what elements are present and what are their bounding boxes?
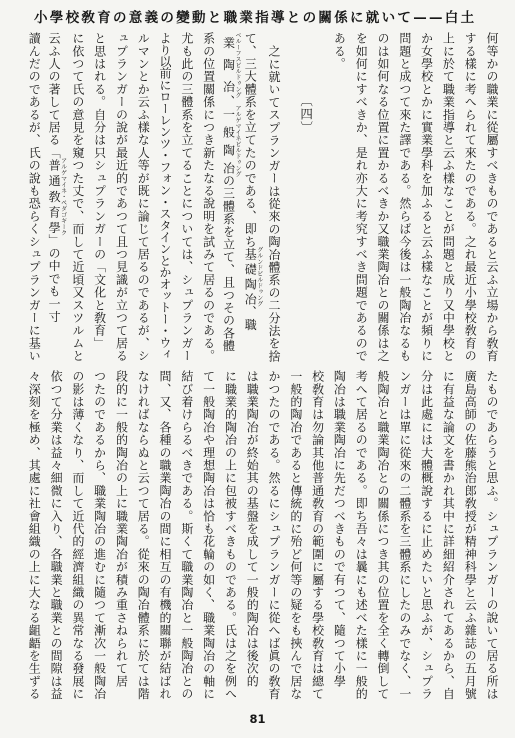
text-column: と思はれる。自分は只シュプランガーの「文化と敎育」 (92, 32, 107, 350)
text-column: 考へて居るのである。即ち吾々は曩にも述べた樣に一般的 (354, 370, 369, 701)
text-column: を如何にすべきか、是れ亦大に考究すべき問題であるので (354, 32, 369, 363)
ruby-base: 一般陶冶 (221, 105, 236, 178)
text-column: の影は薄くなり、而して近代的經濟組織の異常なる發展に (70, 370, 85, 701)
text-column: て一般陶冶や理想陶冶は恰も花輪の如く、職業陶冶の軸に (201, 370, 216, 701)
ruby-term (221, 105, 241, 178)
text-column: 般陶冶と職業陶冶との關係につき其の位置を全く轉倒して (376, 370, 391, 701)
text-column (240, 32, 262, 362)
text-run: 、 (221, 94, 236, 108)
text-column: 一般的陶冶であると傳統的に殆ど何等の疑をも挾んで居な (288, 370, 303, 701)
ruby-base: 基礎陶冶 (243, 246, 258, 307)
text-column: する樣に考へられて來たのである。之れ最近小學校敎育の (463, 32, 478, 363)
text-column: 陶冶は職業陶冶に先だつべきもので有つて、隨つて小學 (332, 370, 347, 688)
ruby-reading: アルゲマイネ・ペダゴギーク (59, 157, 67, 236)
section-heading: 〔四〕 (298, 94, 314, 135)
text-column: 結び着けらるべきである。斯くて職業陶冶と一般陶冶との (179, 370, 194, 701)
text-run: 云ふ人の著して居る「 (47, 32, 62, 159)
page-number: 81 (249, 712, 266, 726)
ruby-term (243, 246, 263, 307)
text-column: か女學校とかに實業學科を加ふると云ふ樣なことが頻りに (419, 32, 434, 363)
text-column: 間、又、各種の職業陶冶の間に相互の有機的關聯が結ばれ (158, 370, 173, 701)
text-column: 讀んだのであるが、氏の說も恐らくシュプランガーに基い (27, 32, 42, 363)
ruby-reading: グルンドビルドゥング (255, 246, 263, 307)
text-column: 上に於て職業指導と云ふ樣なことが問題と成り又中學校と (441, 32, 456, 363)
ruby-term (47, 157, 67, 236)
text-column: 依つて分業は益々細微に入り、各職業と職業との間隙は益 (49, 370, 64, 701)
text-column: かつたのである。然るにシュプランガーに從へば眞の敎育 (267, 370, 282, 701)
ruby-base: 普通敎育學 (47, 157, 62, 236)
section-four-body (22, 32, 284, 362)
upper-text-block (22, 32, 502, 362)
text-column: 段的に一般的陶冶の上に職業陶冶が積み重さねられて居 (114, 370, 129, 688)
text-column: 分は此處には大體概說するに止めたいと思ふが、シュプラ (419, 370, 434, 701)
ruby-reading: ベルーフスビルドゥング (233, 32, 241, 98)
lower-paragraph (22, 370, 502, 700)
text-column: に職業的陶冶の上に包被すべきものである。氏は之を例へ (223, 370, 238, 701)
text-column: なければならぬと云つて居る。從來の陶冶體系に於ては階 (136, 370, 151, 701)
text-run: 、職 (243, 305, 258, 332)
lower-text-block (22, 370, 502, 700)
text-column: 問題と成つて來た譯である。然らば今後は一般陶冶なるも (397, 32, 412, 363)
text-column: より以前にローレンツ・フォン・スタインとかオットー・ウィ (158, 32, 173, 360)
text-column: たものであらうと思ふ。シュプランガーの說いて居る所は (485, 370, 499, 701)
text-column: に有益な論文を書かれ其中に詳細紹介されてあるから、自 (441, 370, 456, 701)
ruby-reading: アルゲマイネビルドゥング (233, 105, 241, 178)
running-header: 小學校敎育の意義の變動と職業指導との關係に就いて——白土 (34, 10, 477, 26)
continued-paragraph (328, 32, 502, 362)
text-column: つたのであるから、職業陶冶の進むに隨つて漸次一般陶冶 (92, 370, 107, 701)
text-column: 之に就いてスプランガーは從來の陶冶體系の二分法を捨 (267, 44, 282, 363)
text-column: 系の位置關係につき新たなる說明を試みて居るのである。 (201, 32, 216, 363)
ruby-base: 業陶冶 (221, 32, 236, 98)
text-run: て、三大體系を立てたのである、即ち (243, 32, 258, 248)
text-column: ある。 (332, 32, 347, 71)
text-column: 々深刻を極め、其處に社會組織の上に大なる齟齬を生ずる (27, 370, 42, 701)
text-run: の三體系を立て、且つその各體 (221, 174, 236, 353)
ruby-term (221, 32, 241, 98)
text-column: は職業陶冶が終始其の基盤を成して一般的陶冶は後次的 (245, 370, 260, 688)
text-column: 何等かの職業に從屬すべきものであると云ふ立場から敎育 (485, 32, 499, 363)
text-column: ンガーは單に從來の二體系を三體系にしたのみでなく、一 (397, 370, 412, 701)
text-column: 校敎育は勿論其他普通敎育の範圍に屬する學校敎育は總て (310, 370, 325, 701)
text-run: 」の中でも一寸 (47, 234, 62, 324)
text-column (44, 32, 66, 362)
text-column: ュプランガーの說が最近的であつて且つ見識が立つて居る (114, 32, 129, 363)
text-column: 尤も此の三體系を立てることについては、シュプランガー (179, 32, 194, 363)
text-column: 廣島高師の佐藤熊治郎敎授が精神科學と云ふ雜誌の五月號 (463, 370, 478, 701)
text-column: ルマンとか云ふ樣な人等が既に論じて居るのであるが、シ (136, 32, 151, 363)
text-column (219, 32, 241, 362)
text-column: のは如何なる位置に置かるべきか又職業陶冶との關係は之 (376, 32, 391, 363)
text-column: に依つて氏の意見を窺つた丈で、而して近頃又スツルムと (70, 32, 85, 363)
